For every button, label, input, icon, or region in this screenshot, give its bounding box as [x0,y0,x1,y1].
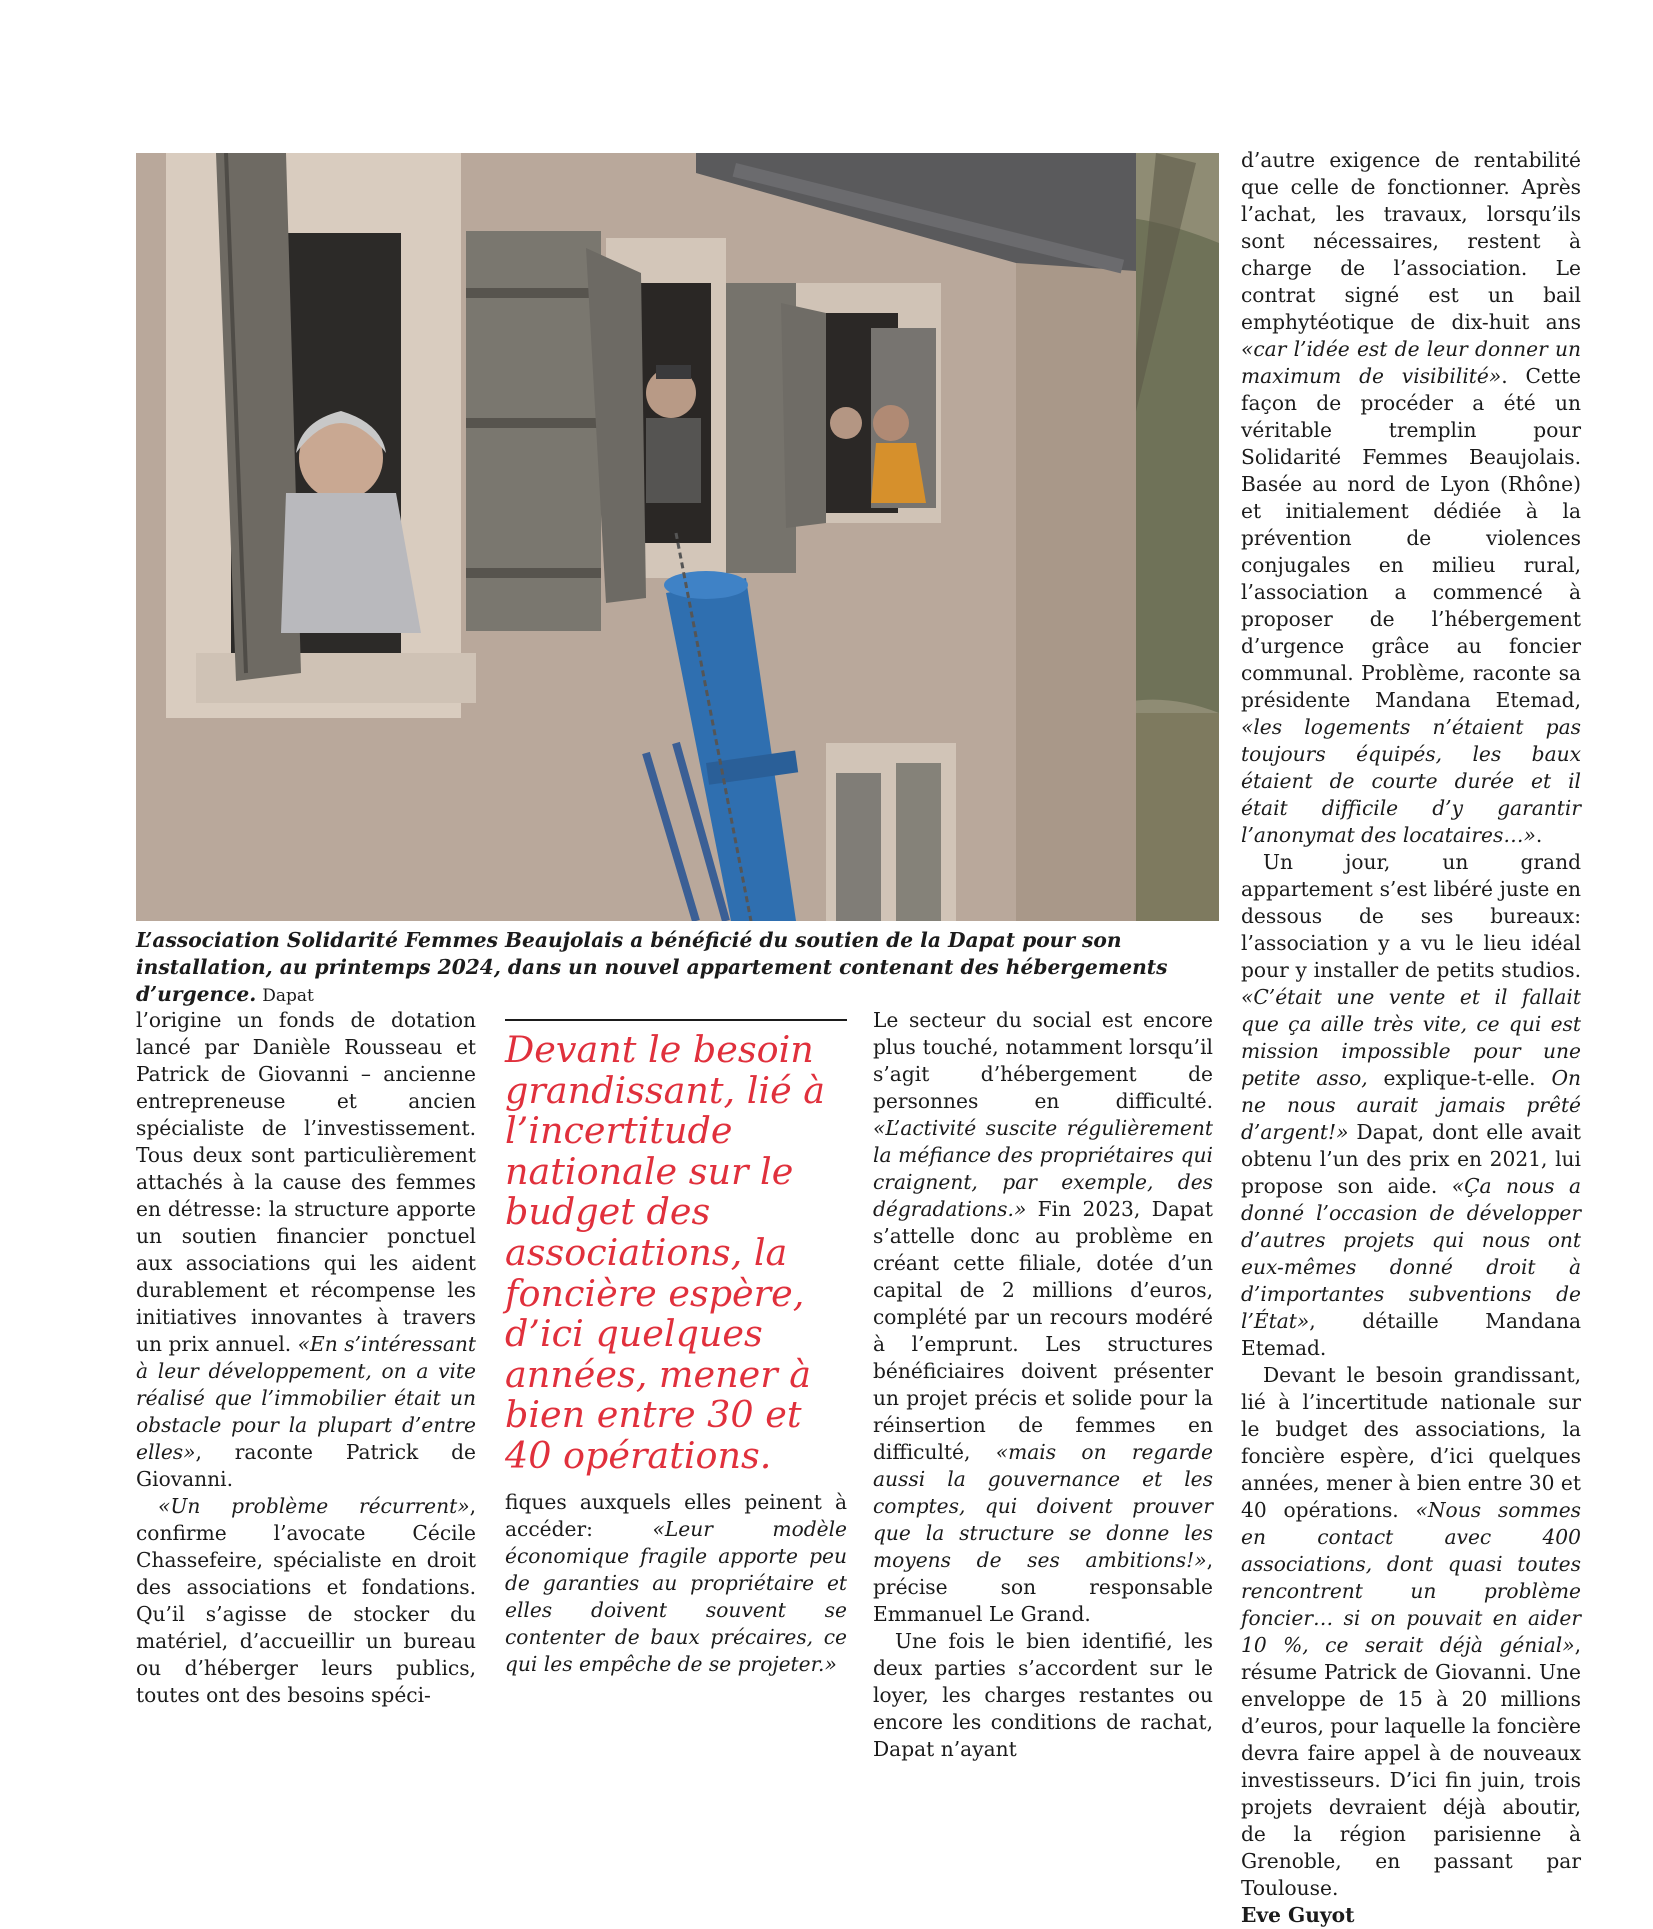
text-run: fiques auxquels elles peinent à accéder: [505,1490,847,1541]
pullquote-rule [505,1019,847,1021]
quote-run: «Leur modèle économique fragile apporte peu de garanties au propriétaire et elles doivent souvent se contenter de baux précaires, ce qui les empêche de se projeter.» [505,1517,847,1676]
quote-run: «Nous sommes en contact avec 400 associations, dont quasi toutes rencontrent un problème foncier… si on pouvait en aider 10 %, ce serait déjà génial» [1241,1498,1582,1657]
pullquote: Devant le besoin grandissant, lié à l’incertitude nationale sur le budget des associations, la foncière espère, d’ici quelques années, mener à bien entre 30 et 40 opérations. [505,1028,826,1477]
article-column-1 [136,1007,476,1709]
text-run: l’origine un fonds de dotation lancé par Danièle Rousseau et Patrick de Giovanni – ancienne entrepreneuse et ancien spécialiste de l’investissement. Tous deux sont particulièrement attachés à la cause des femmes en détresse: la structure apporte un soutien financier ponctuel aux associations qui les aident durablement et récompense les initiatives innovantes à travers un prix annuel. [136,1008,476,1356]
text-run: Le secteur du social est encore plus touché, notamment lorsqu’il s’agit d’hébergement de personnes en difficulté. [873,1008,1213,1113]
text-run: Fin 2023, Dapat s’attelle donc au problème en créant cette filiale, dotée d’un capital de 2 millions d’euros, complété par un recours modéré à l’emprunt. Les structures bénéficiaires doivent présenter un projet précis et solide pour la réinsertion de femmes en difficulté, [873,1197,1213,1464]
text-run: Dapat, dont elle avait obtenu l’un des prix en 2021, lui propose son aide. [1241,1120,1581,1198]
photo-caption [136,927,1226,1010]
quote-run: «C’était une vente et il fallait que ça aille très vite, ce qui est mission impossible pour une petite asso, [1241,985,1581,1090]
paragraph [1241,849,1581,1362]
photo-credit: Dapat [262,986,314,1006]
quote-run: «En s’intéressant à leur développement, on a vite réalisé que l’immobilier était un obstacle pour la plupart d’entre elles» [136,1332,476,1464]
quote-run: «L’activité suscite régulièrement la méfiance des propriétaires qui craignent, par exemple, des dégradations.» [873,1116,1213,1221]
text-run: , détaille Mandana Etemad. [1241,1309,1581,1360]
text-run: . Cette façon de procéder a été un véritable tremplin pour Solidarité Femmes Beaujolais. Basée au nord de Lyon (Rhône) et initialement dédiée à la prévention de violences conjugales en milieu rural, l’association a commencé à proposer de l’hébergement d’urgence grâce au foncier communal. Problème, raconte sa présidente Mandana Etemad, [1241,364,1582,712]
text-run: , confirme l’avocate Cécile Chassefeire, spécialiste en droit des associations et fondations. Qu’il s’agisse de stocker du matériel, d’accueillir un bureau ou d’héberger leurs publics, toutes ont des besoins spéci- [136,1494,476,1707]
text-run: , résume Patrick de Giovanni. Une enveloppe de 15 à 20 millions d’euros, pour laquelle la foncière devra faire appel à de nouveaux investisseurs. D’ici fin juin, trois projets devraient déjà aboutir, de la région parisienne à Grenoble, en passant par Toulouse. [1241,1633,1581,1900]
quote-run: «mais on regarde aussi la gouvernance et les comptes, qui doivent prouver que la structure se donne les moyens de ses ambitions!» [873,1440,1213,1572]
author-signature: Eve Guyot [1241,1903,1355,1927]
paragraph [873,1007,1213,1628]
paragraph [136,1007,476,1493]
quote-run: «les logements n’étaient pas toujours équipés, les baux étaient de courte durée et il était difficile d’y garantir l’anonymat des locataires…» [1241,715,1581,847]
article-column-3 [873,1007,1213,1763]
quote-run: On ne nous aurait jamais prêté d’argent!» [1241,1066,1581,1144]
text-run: , raconte Patrick de Giovanni. [136,1440,476,1491]
article-column-2 [505,1489,847,1678]
text-run: , précise son responsable Emmanuel Le Grand. [873,1548,1213,1626]
text-run: explique-t-elle. [1367,1066,1552,1090]
caption-text: L’association Solidarité Femmes Beaujolais a bénéficié du soutien de la Dapat pour son installation, au printemps 2024, dans un nouvel appartement contenant des hébergements d’urgence. [136,928,1168,1006]
paragraph [505,1489,847,1678]
quote-run: «Ça nous a donné l’occasion de développer d’autres projets qui nous ont eux-mêmes donné droit à d’importantes subventions de l’État» [1241,1174,1581,1333]
text-run: Devant le besoin grandissant, lié à l’incertitude nationale sur le budget des associations, la foncière espère, d’ici quelques années, mener à bien entre 30 et 40 opérations. [1241,1363,1581,1522]
paragraph [1241,147,1581,849]
text-run: . [1535,823,1543,847]
text-run: d’autre exigence de rentabilité que celle de fonctionner. Après l’achat, les travaux, lorsqu’ils sont nécessaires, restent à charge de l’association. Le contrat signé est un bail emphytéotique de dix-huit ans [1241,148,1581,334]
article-column-4 [1241,147,1581,1929]
quote-run: «car l’idée est de leur donner un maximum de visibilité» [1241,337,1581,388]
paragraph [1241,1362,1581,1902]
paragraph: Une fois le bien identifié, les deux parties s’accordent sur le loyer, les charges restantes ou encore les conditions de rachat, Dapat n’ayant [873,1629,1213,1761]
photo-illustration [136,153,1219,921]
text-run: Un jour, un grand appartement s’est libéré juste en dessous de ses bureaux: l’association y a vu le lieu idéal pour y installer de petits studios. [1241,850,1581,982]
paragraph [136,1493,476,1709]
article-photo [136,153,1219,921]
quote-run: «Un problème récurrent» [158,1494,470,1518]
